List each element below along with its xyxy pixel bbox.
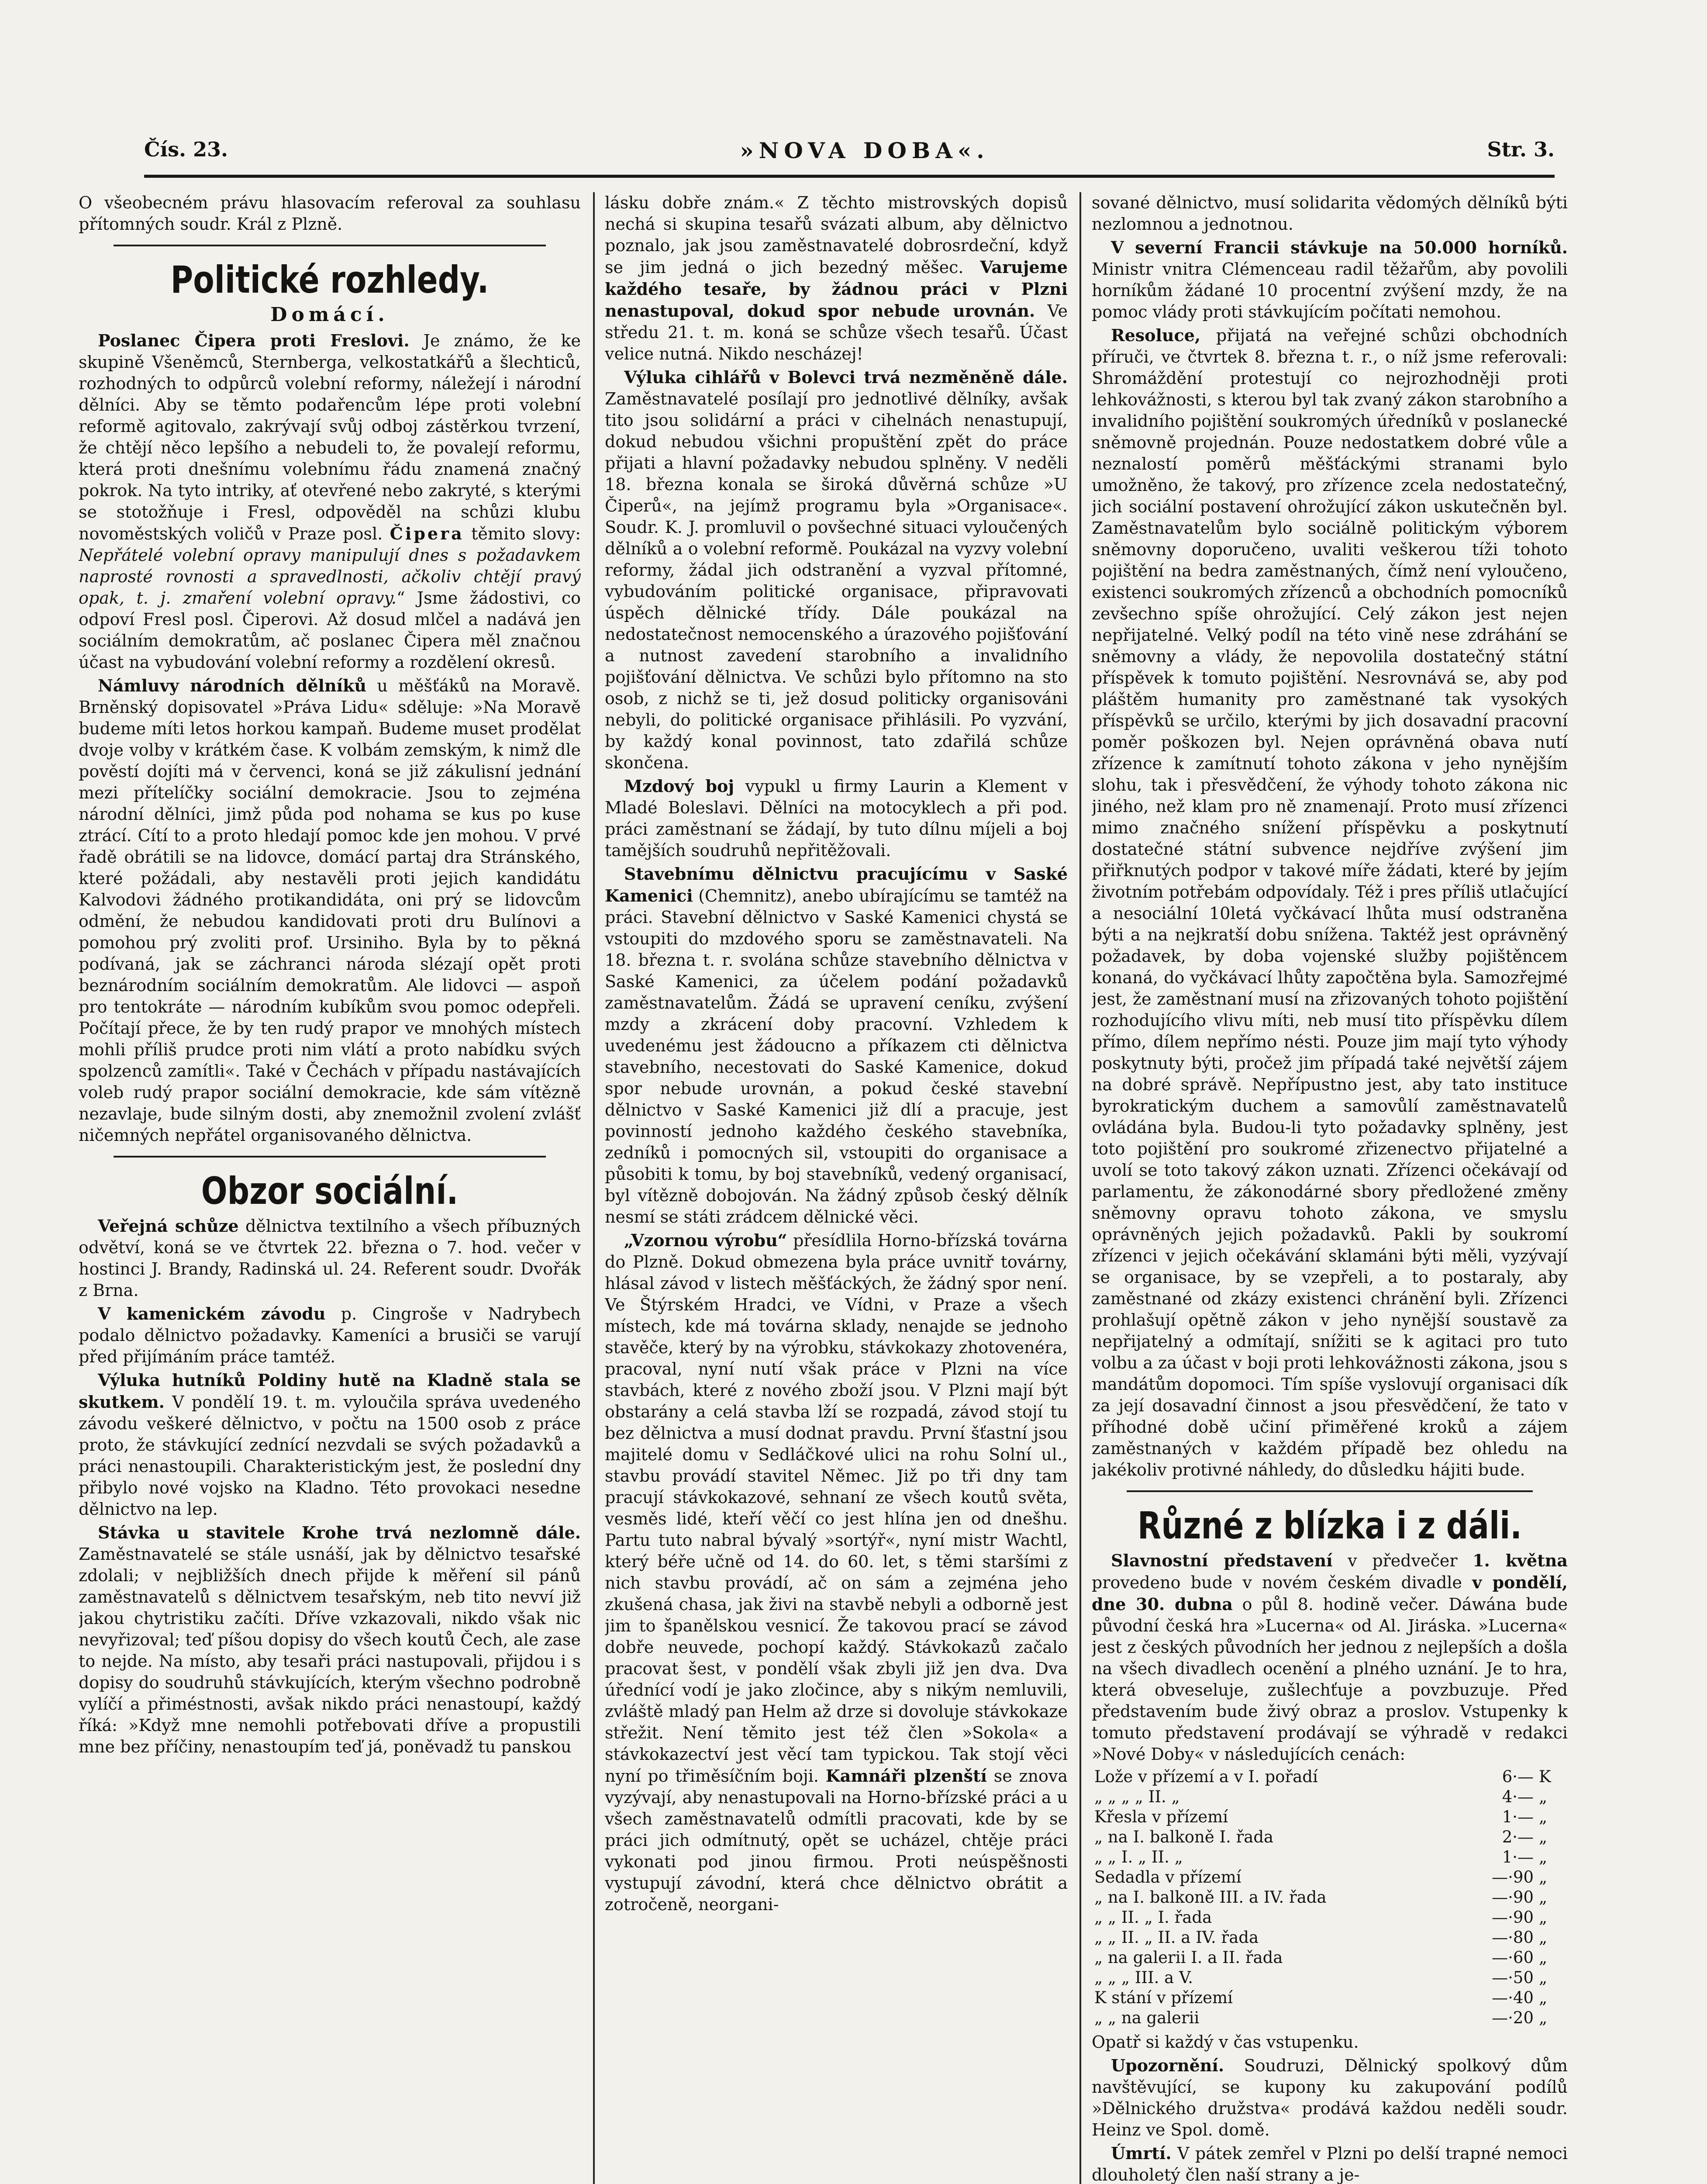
price-price: 4·—	[1502, 1787, 1534, 1806]
price-price: —·80	[1492, 1928, 1534, 1947]
price-cur: „	[1539, 1828, 1548, 1846]
column-3	[1092, 192, 1568, 2184]
price-label: Sedadla v přízemí	[1094, 1868, 1241, 1887]
price-cur: „	[1539, 1807, 1548, 1826]
price-label: „ „ II. „ II. a IV. řada	[1094, 1928, 1259, 1947]
price-row	[1092, 1887, 1568, 1908]
article-heading: Upozornění.	[1111, 2056, 1224, 2075]
article-heading: Výluka hutníků Poldiny hutě na Kladně stala se skutkem.	[79, 1370, 581, 1412]
page-header	[144, 133, 1555, 173]
price-price: —·20	[1492, 2008, 1534, 2027]
article-heading: V kamenickém závodu	[98, 1304, 326, 1324]
price-price: —·40	[1492, 1988, 1534, 2007]
price-cur: „	[1539, 1948, 1548, 1967]
price-price: 1·—	[1502, 1848, 1534, 1866]
price-price: 2·—	[1502, 1828, 1534, 1846]
divider	[114, 1156, 546, 1158]
article-saska-kamenice: Stavebnímu dělnictvu pracujícímu v Saské Kamenici (Chemnitz), anebo ubírajícímu se tamtéž na práci. Stavební dělnictvo v Saské Kamenici chystá se vstoupiti do mzdového sporu se zaměstnavateli. Na 18. března t. r. svolána schůze stavebního dělnictva v Saské Kamenici, za účelem podání požadavků zaměstnavatelům. Žádá se upravení ceníku, zvýšení mzdy a zkrácení doby pracovní. Vzhledem k uvedenému jest žádoucno a příkazem cti dělnictva stavebního, necestovati do Saské Kamenice, dokud spor nebude urovnán, a pokud české stavební dělnictvo v Saské Kamenici již dlí a pracuje, jest povinností jednoho každého českého stavebníka, zedníků i pomocných sil, vstoupiti do organisace a působiti k tomu, by boj stavebníků, vedený organisací, byl vítězně dobojován. Na žádný způsob český dělník nesmí se státi zrádcem dělnické věci.	[605, 864, 1068, 1227]
price-price: —·50	[1492, 1968, 1534, 1987]
price-row	[1092, 1827, 1568, 1847]
price-row	[1092, 1988, 1568, 2008]
column-divider	[1079, 192, 1081, 2184]
article-heading: Poslanec Čipera proti Freslovi.	[98, 331, 410, 350]
article-tesari-continued: lásku dobře znám.« Z těchto mistrovských dopisů nechá si skupina tesařů svázati album, aby dělnictvo poznalo, jak jsou zaměstnavatelé dobrosrdeční, když se jim jedná o jich bezedný měšec. Varujeme každého tesaře, by žádnou práci v Plzni nenastupoval, dokud spor nebude urovnán. Ve středu 21. t. m. koná se schůze všech tesařů. Účast velice nutná. Nikdo nescházej!	[605, 193, 1068, 363]
article-heading: Veřejná schůze	[98, 1216, 239, 1236]
price-cur: „	[1539, 1888, 1548, 1907]
price-cur: „	[1539, 1988, 1548, 2007]
article-mzdovy-boj: Mzdový boj vypukl u firmy Laurin a Klement v Mladé Boleslavi. Dělníci na motocyklech a při pod. práci zaměstnaní se žádají, by tuto dílnu míjeli a boj tamějších soudruhů nepřitěžovali.	[605, 776, 1068, 860]
article-umrti: Úmrtí. V pátek zemřel v Plzni po delší trapné nemoci dlouholetý člen naší strany a je-	[1092, 2143, 1568, 2184]
price-label: „ „ I. „ II. „	[1094, 1848, 1183, 1866]
article-heading: Výluka cihlářů v Bolevci trvá nezměněně dále.	[624, 367, 1068, 387]
issue-number: Čís. 23.	[144, 138, 228, 161]
subsection-domestic: Domácí.	[270, 304, 389, 326]
masthead: »NOVA DOBA«.	[740, 138, 990, 163]
article-vyluka-hutniku: Výluka hutníků Poldiny hutě na Kladně stala se skutkem. V pondělí 19. t. m. vyloučila správa uvedeného závodu veškeré dělnictvo, v počtu na 1500 osob z práce proto, že stávkující zednící nezvdali se svých požadavků a práci nenastoupili. Charakteristickým jest, že poslední dny přibylo nové vojsko na Kladno. Této provokaci nesedne dělnictvo na lep.	[79, 1370, 581, 1519]
article-heading: Mzdový boj	[624, 776, 735, 796]
price-row	[1092, 1787, 1568, 1807]
price-cur: „	[1539, 1868, 1548, 1887]
page-number: Str. 3.	[1487, 138, 1555, 161]
price-row	[1092, 2008, 1568, 2028]
price-row	[1092, 1928, 1568, 1948]
price-label: Křesla v přízemí	[1094, 1807, 1228, 1826]
price-row	[1092, 1847, 1568, 1867]
article-heading: Resoluce,	[1111, 325, 1201, 345]
article-upozorneni: Upozornění. Soudruzi, Dělnický spolkový dům navštěvující, se kupony ku zakupování podílů »Dělnického družstva« prodává každou neděli soudr. Heinz ve Spol. domě.	[1092, 2056, 1568, 2139]
price-label: Lože v přízemí a v I. pořadí	[1094, 1767, 1318, 1786]
price-row	[1092, 1948, 1568, 1968]
article-vyluka-cihlaru: Výluka cihlářů v Bolevci trvá nezměněně dále. Zaměstnavatelé posílají pro jednotlivé dělníky, avšak tito jsou solidární a práci v cihelnách nenastupují, dokud nebudou všichni propuštění zpět do práce přijati a hlavní požadavky nebudou splněny. V neděli 18. března konala se široká důvěrná schůze »U Čiperů«, na jejímž programu byla »Organisace«. Soudr. K. J. promluvil o povšechné situaci vyloučených dělníků a o volební reformě. Poukázal na vyzvy volební reformy, žádal jich odstranění a vyzval přítomné, vybudováním politické organisace, připravovati úspěch dělnické třídy. Dále poukázal na nedostatečnost nemocenského a úrazového pojišťování a nutnost zavedení starobního a invalidního pojišťování dělnictva. Ve schůzi bylo přítomno na sto osob, z nichž se ti, jež dosud politicky organisováni nebyli, do politické organisace přihlásili. Po vyzvání, by každý konal povinnost, tato zdařilá schůze skončena.	[605, 367, 1068, 772]
price-price: —·90	[1492, 1908, 1534, 1927]
price-row	[1092, 1867, 1568, 1887]
article-schuze: Veřejná schůze dělnictva textilního a všech příbuzných odvětví, koná se ve čtvrtek 22. března o 7. hod. večer v hostinci J. Brandy, Radinská ul. 24. Referent soudr. Dvořák z Brna.	[79, 1216, 581, 1300]
price-label: K stání v přízemí	[1094, 1988, 1233, 2007]
divider	[114, 245, 546, 246]
column-divider	[593, 192, 595, 2184]
price-row	[1092, 1908, 1568, 1928]
price-label: „ na galerii I. a II. řada	[1094, 1948, 1283, 1967]
article-heading: Slavnostní představení	[1111, 1551, 1333, 1570]
price-label: „ na I. balkoně I. řada	[1094, 1828, 1274, 1846]
article-heading: „Vzornou výrobu“	[624, 1230, 787, 1250]
section-title-misc: Různé z blízka i z dáli.	[1137, 1504, 1522, 1548]
ticket-note: Opatř si každý v čas vstupenku.	[1092, 2032, 1359, 2052]
price-label: „ na I. balkoně III. a IV. řada	[1094, 1888, 1327, 1907]
article-kamenicky: V kamenickém závodu p. Cingroše v Nadrybech podalo dělnictvo požadavky. Kameníci a brusiči se varují před přijímáním práce tamtéž.	[79, 1304, 581, 1366]
article-continued: sované dělnictvo, musí solidarita vědomých dělníků býti nezlomnou a jednotnou.	[1092, 193, 1568, 234]
divider	[1127, 1490, 1533, 1492]
price-cur: „	[1539, 2008, 1548, 2027]
article-heading: V severní Francii stávkuje na 50.000 horníků.	[1111, 238, 1568, 257]
header-rule	[144, 175, 1555, 178]
price-label: „ „ II. „ I. řada	[1094, 1908, 1212, 1927]
price-label: „ „ na galerii	[1094, 2008, 1200, 2027]
ticket-price-table	[1092, 1767, 1568, 2028]
price-price: —·90	[1492, 1868, 1534, 1887]
price-label: „ „ „ III. a V.	[1094, 1968, 1193, 1987]
price-price: —·90	[1492, 1888, 1534, 1907]
price-cur: „	[1539, 1848, 1548, 1866]
article-resoluce: Resoluce, přijatá na veřejné schůzi obchodních příruči, ve čtvrtek 8. března t. r., o níž jsme referovali: Shromáždění protestují co nejrozhodněji proti lehkovážnosti, s kterou byl tak zvaný zákon starobního a invalidního pojištění soukromých úředníků v poslanecké sněmovně projednán. Pouze nedostatkem dobré vůle a neznalostí poměrů měšťáckými stranami bylo umožněno, že takový, pro zřízence zcela nedostatečný, jich sociální postavení ohrožující zákon uskutečněn byl. Zaměstnavatelům bylo sociálně politickým výborem sněmovny doporučeno, uvaliti veškerou tíži tohoto pojištění na bedra zaměstnaných, čímž není vyloučeno, existenci soukromých zřízenců a obchodních pomocníků zevšechno spíše ohrožující. Celý zákon jest nejen nepřijatelné. Velký podíl na této vině nese zdráhání se sněmovny a vlády, že nepovolila dostatečný státní příspěvek k tomuto pojištění. Nesrovnává se, aby pod pláštěm humanity pro zaměstnané tak vysokých příspěvků se určilo, kterými by jich dosavadní pracovní poměr poškozen byl. Nejen oprávněná obava nutí zřízence k zamítnutí tohoto zákona v jeho nynějším slohu, tak i přesvědčení, že výhody tohoto zákona nic jiného, než klam pro ně znamenají. Proto musí zřízenci mimo značného snížení příspěvku a poskytnutí dostatečné státní subvence nejdříve zvýšení jim přiřknutých podpor v takové míře žádati, které by jejím životním potřebám odpovídaly. Též i pres příliš utlačující a nesociální 10letá vyčkávací lhůta musí odstraněna býti a na nejkratší dobu snížena. Taktéž jest oprávněný požadavek, by doba vojenské služby pojištěncem konaná, do vyčkávací lhůty započtěna byla. Samozřejmé jest, že zaměstnaní musí na zřizovaných tohoto pojištění rozhodujícího vlivu míti, neb musí tito příspěvku dílem přímo, dílem nepřímo nésti. Pouze jim mají tyto výhody poskytnuty býti, pročež jim případá také největší zájem na dobré správě. Nepřípustno jest, aby tato instituce byrokratickým duchem a samovůlí zaměstnavatelů ovládána byla. Budou-li tyto požadavky splněny, jest toto pojištění pro soukromé zřizenectvo přijatelné a uvolí se toto takový zákon uznati. Zřízenci očekávají od parlamentu, že zákonodárné sbory předložené změny sněmovny opravu tohoto zákona, ve smyslu oprávněných jejich požadavků. Pakli by soukromí zřízenci v jejich očekávání sklamáni býti měli, vyzývají se organisace, by se vzepřeli, a to postaraly, aby zaměstnané od zkázy existenci chránění byli. Zřízenci prohlašují opětně zákon v jeho nynější soustavě za nepřijatelný a odmítají, snížiti se k agitaci pro tuto volbu a za účast v boji proti lehkovážnosti zákona, jsou s mandátům dopomoci. Tím spíše vyslovují organisaci dík za její dosavadní činnost a jsou přesvědčení, že tato v příhodné době učiní přiměřené kroků a zájem zaměstnaných v každém případě bez ohledu na jakékoliv protivné náhledy, do důsledku hájiti bude.	[1092, 325, 1568, 1479]
price-price: 1·—	[1502, 1807, 1534, 1826]
price-cur: „	[1539, 1787, 1548, 1806]
section-title-social: Obzor sociální.	[201, 1169, 459, 1213]
price-row	[1092, 1807, 1568, 1827]
article-namluvy: Námluvy národních dělníků u měšťáků na Moravě. Brněnský dopisovatel »Práva Lidu« sděluje: »Na Moravě budeme míti letos horkou kampaň. Budeme muset prodělat dvoje volby v krátkém čase. K volbám zemským, k nimž dle pověstí dojíti má v červenci, koná se již zákulisní jednání mezi přítelíčky sociální demokracie. Jsou to zejména národní dělníci, jimž půda pod nohama se kus po kuse ztrácí. Cítí to a proto hledají pomoc kde jen mohou. V prvé řadě obrátili se na lidovce, domácí partaj dra Stránského, které požádali, aby nestavěli proti jejich kandidátu Kalvodovi žádného protikandidáta, oni prý se lidovcům odmění, že nebudou kandidovati proti dru Bulínovi a pomohou prý zvoliti prof. Ursiniho. Byla by to pěkná podívaná, jak se záchranci národa slézají opět proti beznárodním sociálním demokratům. Ale lidovci — aspoň pro tentokráte — národním kubíkům svou pomoc odepřeli. Počítají přece, že by ten rudý prapor ve mnohých místech mohli příliš prudce proti nim vlátí a proto nabídku svých spolzenců zamítli«. Také v Čechách v případu nastávajících voleb rudý prapor sociální demokracie, kde sám vítězně nezavlaje, bude silným dosti, aby znemožnil zvolení zvlášť ničemných nepřátel organisovaného dělnictva.	[79, 676, 581, 1145]
column-1	[79, 192, 581, 2184]
price-cur: K	[1539, 1767, 1551, 1786]
intro-paragraph: O všeobecném právu hlasovacím referoval za souhlasu přítomných soudr. Král z Plzně.	[79, 193, 581, 234]
price-cur: „	[1539, 1928, 1548, 1947]
article-heading: Stávka u stavitele Krohe trvá nezlomně dále.	[98, 1523, 581, 1542]
price-cur: „	[1539, 1968, 1548, 1987]
article-predstaveni: Slavnostní představení v předvečer 1. května provedeno bude v novém českém divadle v pondělí, dne 30. dubna o půl 8. hodině večer. Dáwána bude původní česká hra »Lucerna« od Al. Jiráska. »Lucerna« jest z českých původních her jednou z nejlepších a došla na všech divadlech ocenění a plného uznání. Je to hra, která obveseluje, zušlechťuje a povzbuzuje. Před představením bude živý obraz a proslov. Vstupenky k tomuto představení prodávají se výhradě v redakci »Nové Doby« v následujících cenách:	[1092, 1551, 1568, 1764]
price-price: —·60	[1492, 1948, 1534, 1967]
article-stavka-kroha: Stávka u stavitele Krohe trvá nezlomně dále. Zaměstnavatelé se stále usnáší, jak by dělnictvo tesařské zdolali; v nejbližších dnech přijde k měření sil pánů zaměstnavatelů s dělnictvem tesařským, neb tito nevví již jakou chytristiku začíti. Dříve vzkazovali, nikdo však nic nevyřizoval; teď píšou dopisy do všech koutů Čech, ale zase to nejde. Na místo, aby tesaři práci nastupovali, přijdou i s dopisy do soudruhů stávkujících, kterým všechno podrobně vylíčí a přiméstnosti, avšak nikdo práci nenastoupí, každý říká: »Když mne nemohli potřebovati dříve a propustili mne bez příčiny, nenastoupím teď já, poněvadž tu panskou	[79, 1523, 581, 1756]
article-heading: Stavebnímu dělnictvu pracujícímu v Saské Kamenici	[605, 864, 1068, 905]
price-price: 6·—	[1502, 1767, 1534, 1786]
section-title-politics: Politické rozhledy.	[170, 258, 489, 302]
column-2	[605, 192, 1068, 2184]
price-row	[1092, 1968, 1568, 1988]
price-label: „ „ „ „ II. „	[1094, 1787, 1180, 1806]
price-cur: „	[1539, 1908, 1548, 1927]
article-vzorna-vyroba: „Vzornou výrobu“ přesídlila Horno-břízská továrna do Plzně. Dokud obmezena byla práce uvnitř továrny, hlásal závod v listech měšťáckých, že žádný spor není. Ve Štýrském Hradci, ve Vídni, v Praze a všech místech, kde má továrna sklady, nenajde se jednoho stavěče, který by na výrobku, stávkokazy zhotovenéra, pracoval, nyní nutí však práce v Plzni na více stavbách, které z nového zboží jsou. V Plzni mají být obstarány a celá stavba lží se rozpadá, závod stojí tu bez dělnictva a musí dodnat pravdu. První šťastní jsou majitelé domu v Sedláčkové ulici na rohu Solní ul., stavbu provádí stavitel Němec. Již po tři dny tam pracují stávkokazové, sehnaní ze všech koutů světa, vesměs lidé, kteří věčí co jest hlína jen od dnešhu. Partu tuto nabral bývalý »sortýř«, nyní mistr Wachtl, který béře učně od 14. do 60. let, s těmi staršími z nich stavbu provádí, ač on sám a zejména jeho zkušená chasa, jak živi na stavbě nebyli a odborně jest jim to španělskou vesnicí. Že takovou prací se závod dobře neuvede, pochopí každý. Stávkokazů začalo pracovat šest, v pondělí však zbyli již jen dva. Dva úřednící vodí je jako zločince, aby s nikým nemluvili, zvláště mladý pan Helm až drze si dovoluje stávkokaze střežit. Není těmito jest též člen »Sokola« a stávkokazectví jest věcí tam typickou. Tak stojí věci nyní po třiměsíčním boji. Kamnáři plzenští se znova vyzývají, aby nenastupovali na Horno-břízské práci a u všech zaměstnavatelů odmítli pracovati, kde by se práci jich odmítnutý, opět se ucházel, chtěje práci vykonati pod jinou firmou. Proti neúspěšnosti vystupují závodní, která chce dělnictvo obrátit a zotročeně, neorgani-	[605, 1230, 1068, 1914]
article-francie: V severní Francii stávkuje na 50.000 horníků. Ministr vnitra Clémenceau radil těžařům, aby povolili horníkům žádané 10 procentní zvýšení mzdy, že na pomoc vlády proti stávkujícím počítati nemohou.	[1092, 238, 1568, 321]
article-heading: Úmrtí.	[1111, 2143, 1172, 2163]
article-heading: Námluvy národních dělníků	[98, 676, 366, 695]
article-cipera: Poslanec Čipera proti Freslovi. Je známo, že ke skupině Všeněmců, Sternberga, velkostatkářů a šlechticů, rozhodných to odpůrců volební reformy, náležejí i národní dělníci. Aby se těmto podařencům lépe proti volební reformě agitovalo, zakrývají svůj odboj zástěrkou tvrzení, že chtějí něco lepšího a nebudeli to, že povalejí reformu, která proti dnešnímu volebnímu řádu znamená značný pokrok. Na tyto intriky, ať otevřené nebo zakryté, s kterými se stotožňuje i Fresl, odpověděl na schůzi klubu novoměstských voličů v Praze posl. Čipera těmito slovy: Nepřátelé volební opravy manipulují dnes s požadavkem naprosté rovnosti a spravedlnosti, ačkoliv chtějí pravý opak, t. j. zmaření volební opravy.“ Jsme žádostivi, co odpoví Fresl posl. Čiperovi. Až dosud mlčel a nadává jen sociálním demokratům, ač poslanec Čipera měl značnou účast na vybudování volební reformy a rozdělení okresů.	[79, 331, 581, 672]
price-row	[1092, 1767, 1568, 1787]
